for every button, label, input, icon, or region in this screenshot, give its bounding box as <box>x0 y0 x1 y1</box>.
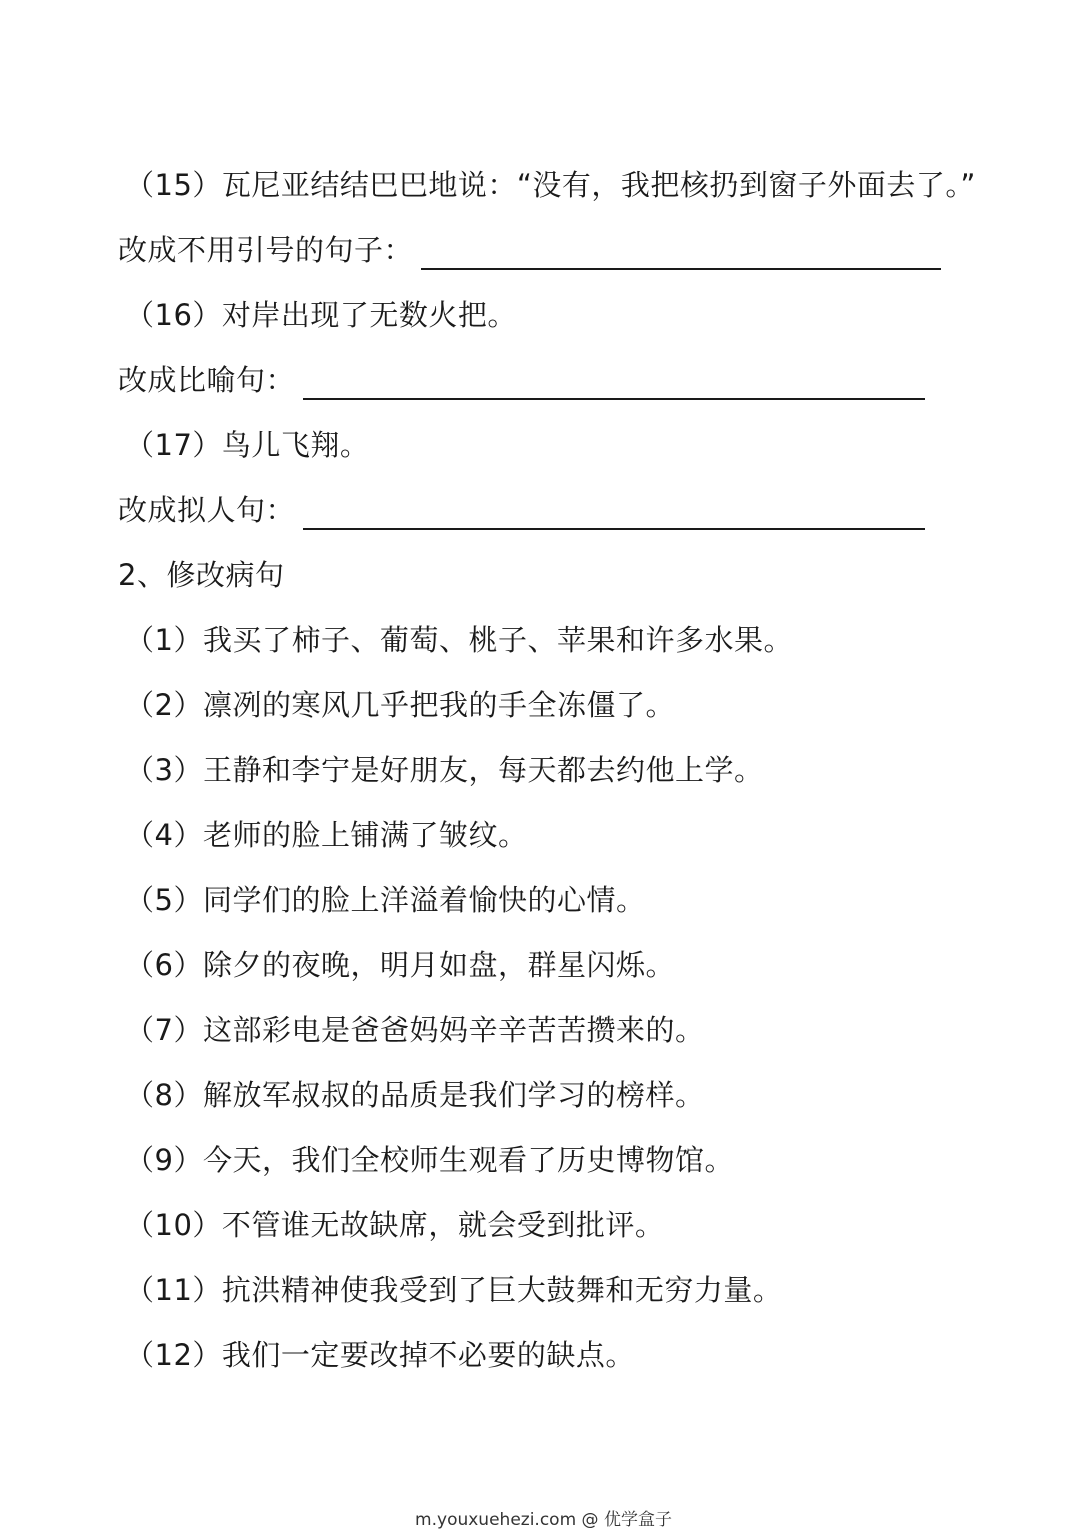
instruction-label: 改成不用引号的句子： <box>118 233 414 267</box>
rewrite-item-17: （17）鸟儿飞翔。 <box>125 428 370 462</box>
sick-sentence-item: （3）王静和李宁是好朋友，每天都去约他上学。 <box>125 753 764 787</box>
answer-blank[interactable] <box>421 234 941 270</box>
sick-sentence-item: （4）老师的脸上铺满了皱纹。 <box>125 818 528 852</box>
sick-sentence-item: （9）今天，我们全校师生观看了历史博物馆。 <box>125 1143 734 1177</box>
rewrite-item-16: （16）对岸出现了无数火把。 <box>125 298 517 332</box>
rewrite-item-15: （15）瓦尼亚结结巴巴地说：“没有，我把核扔到窗子外面去了。” <box>125 168 976 202</box>
answer-row-15 <box>118 230 941 270</box>
instruction-label: 改成拟人句： <box>118 493 296 527</box>
sick-sentence-item: （6）除夕的夜晚，明月如盘，群星闪烁。 <box>125 948 675 982</box>
answer-row-17 <box>118 490 925 530</box>
sick-sentence-item: （2）凛冽的寒风几乎把我的手全冻僵了。 <box>125 688 675 722</box>
footer-watermark: m.youxuehezi.com @ 优学盒子 <box>415 1510 672 1530</box>
sick-sentence-item: （1）我买了柿子、葡萄、桃子、苹果和许多水果。 <box>125 623 793 657</box>
instruction-label: 改成比喻句： <box>118 363 296 397</box>
sick-sentence-item: （10）不管谁无故缺席，就会受到批评。 <box>125 1208 665 1242</box>
answer-blank[interactable] <box>303 494 925 530</box>
sick-sentence-item: （8）解放军叔叔的品质是我们学习的榜样。 <box>125 1078 705 1112</box>
sick-sentence-item: （7）这部彩电是爸爸妈妈辛辛苦苦攒来的。 <box>125 1013 705 1047</box>
answer-blank[interactable] <box>303 364 925 400</box>
sick-sentence-item: （12）我们一定要改掉不必要的缺点。 <box>125 1338 635 1372</box>
sick-sentence-item: （11）抗洪精神使我受到了巨大鼓舞和无穷力量。 <box>125 1273 783 1307</box>
answer-row-16 <box>118 360 925 400</box>
sick-sentence-item: （5）同学们的脸上洋溢着愉快的心情。 <box>125 883 646 917</box>
section-heading: 2、修改病句 <box>118 558 285 592</box>
